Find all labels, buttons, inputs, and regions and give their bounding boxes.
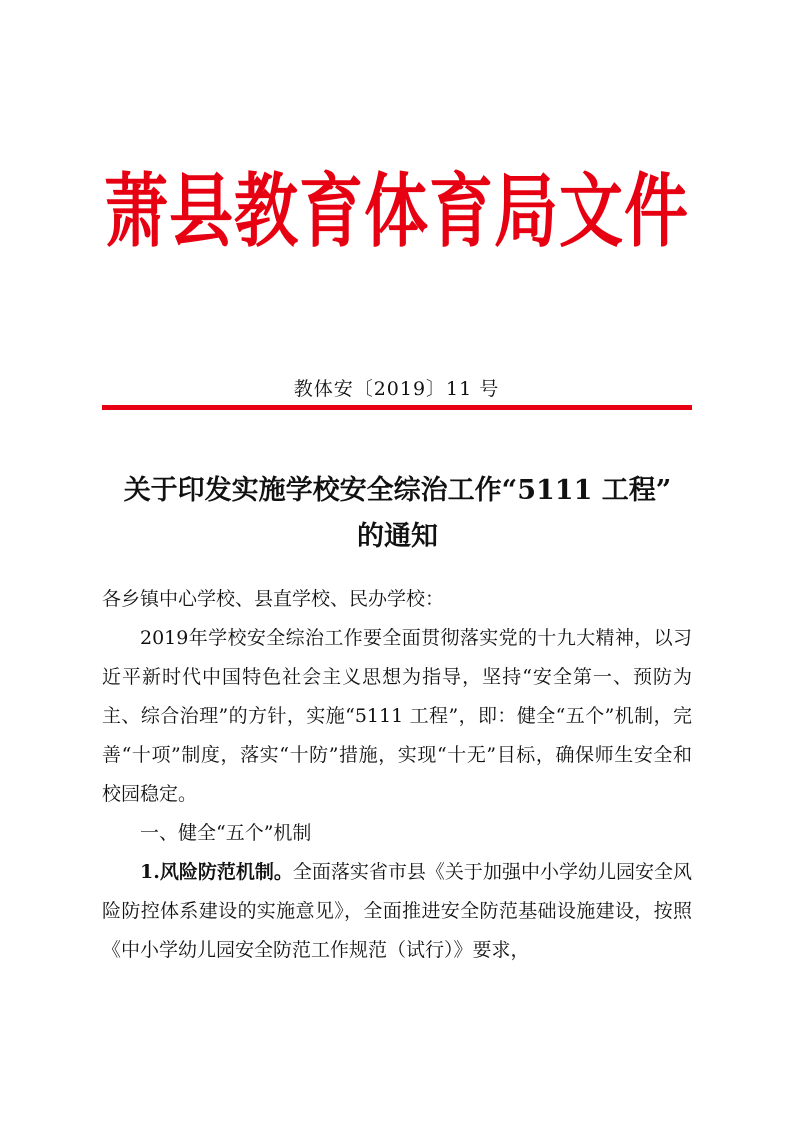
document-header-title: 萧县教育体育局文件 bbox=[104, 165, 689, 259]
addressee: 各乡镇中心学校、县直学校、民办学校： bbox=[102, 588, 445, 610]
intro-paragraph: 2019年学校安全综治工作要全面贯彻落实党的十九大精神，以习近平新时代中国特色社会主义思想为指导，坚持“安全第一、预防为主、综合治理”的方针，实施“5111 工程”，即：健全“五个”机制，完善“十项”制度，落实“十防”措施，实现“十无”目标，确保师生安全和校园稳定。 bbox=[102, 627, 692, 805]
document-number: 教体安〔2019〕11 号 bbox=[293, 378, 500, 400]
notice-title-line-2: 的通知 bbox=[357, 521, 438, 552]
item-paragraph bbox=[102, 853, 692, 970]
item-title: 1.风险防范机制。 bbox=[140, 861, 293, 883]
section-heading: 一、健全“五个”机制 bbox=[140, 822, 312, 844]
item-text: 全面落实省市县《关于加强中小学幼儿园安全风险防控体系建设的实施意见》，全面推进安全防范基础设施建设，按照《中小学幼儿园安全防范工作规范（试行）》要求， bbox=[102, 861, 692, 961]
red-divider-line bbox=[102, 405, 692, 410]
document-body bbox=[102, 580, 692, 970]
notice-title-line-1: 关于印发实施学校安全综治工作“5111 工程” bbox=[123, 475, 672, 506]
notice-title bbox=[95, 468, 700, 560]
